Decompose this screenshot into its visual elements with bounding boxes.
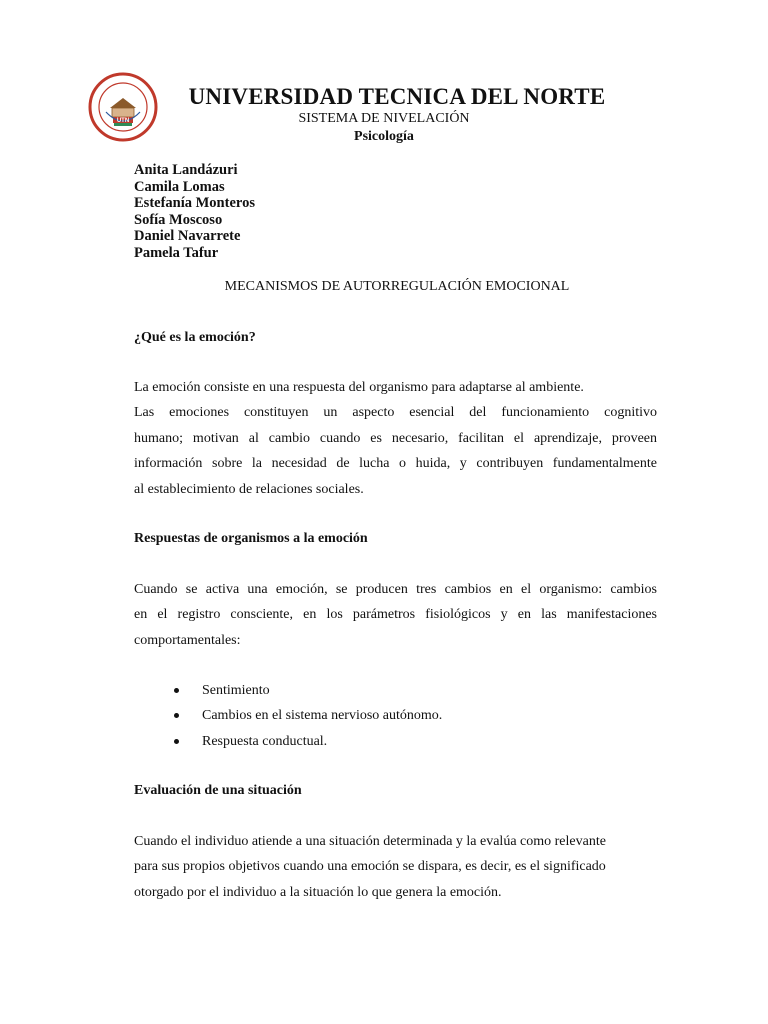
- paragraph-line: otorgado por el individuo a la situación lo que genera la emoción.: [134, 884, 502, 900]
- program-subtitle: SISTEMA DE NIVELACIÓN: [298, 111, 470, 126]
- bullet-icon: [174, 739, 179, 744]
- author-name: Camila Lomas: [134, 178, 225, 195]
- university-title: UNIVERSIDAD TECNICA DEL NORTE: [188, 84, 606, 109]
- paragraph-line: comportamentales:: [134, 632, 241, 648]
- section-paragraph: [134, 829, 657, 905]
- author-name: Anita Landázuri: [134, 162, 238, 178]
- section-paragraph: [134, 577, 657, 653]
- author-list: [134, 162, 255, 262]
- paragraph-line: información sobre la necesidad de lucha o huida, y contribuyen fundamentalmente: [134, 456, 657, 472]
- paragraph-line: La emoción consiste en una respuesta del organismo para adaptarse al ambiente.: [134, 380, 584, 395]
- paragraph-line: al establecimiento de relaciones sociales.: [134, 481, 364, 497]
- section-heading: Evaluación de una situación: [134, 783, 302, 798]
- author-name: Estefanía Monteros: [134, 195, 255, 212]
- seal-monogram: UTN: [116, 118, 130, 124]
- author-name: Pamela Tafur: [134, 244, 219, 261]
- bullet-icon: [174, 688, 179, 693]
- paragraph-line: Cuando se activa una emoción, se producen tres cambios en el organismo: cambios: [134, 582, 657, 597]
- section-paragraph: [134, 375, 657, 502]
- paragraph-line: humano; motivan al cambio cuando es necesario, facilitan el aprendizaje, proveen: [134, 430, 657, 446]
- bullet-icon: [174, 713, 179, 718]
- paragraph-line: para sus propios objetivos cuando una emoción se dispara, es decir, es el significado: [134, 859, 606, 875]
- document-title: MECANISMOS DE AUTORREGULACIÓN EMOCIONAL: [224, 279, 570, 294]
- section-heading: ¿Qué es la emoción?: [134, 330, 256, 345]
- bullet-text: Sentimiento: [202, 683, 270, 698]
- bullet-item: [174, 703, 442, 728]
- paragraph-line: Las emociones constituyen un aspecto esencial del funcionamiento cognitivo: [134, 405, 657, 421]
- bullet-list: [174, 678, 442, 754]
- paragraph-line: en el registro consciente, en los parámetros fisiológicos y en las manifestaciones: [134, 607, 657, 623]
- department-name: Psicología: [354, 129, 414, 144]
- bullet-text: Cambios en el sistema nervioso autónomo.: [202, 708, 443, 724]
- bullet-item: [174, 678, 442, 703]
- author-name: Sofía Moscoso: [134, 211, 223, 228]
- author-name: Daniel Navarrete: [134, 228, 241, 245]
- section-heading: Respuestas de organismos a la emoción: [134, 531, 368, 546]
- bullet-text: Respuesta conductual.: [202, 733, 328, 749]
- bullet-item: [174, 729, 442, 754]
- paragraph-line: Cuando el individuo atiende a una situación determinada y la evalúa como relevante: [134, 834, 606, 849]
